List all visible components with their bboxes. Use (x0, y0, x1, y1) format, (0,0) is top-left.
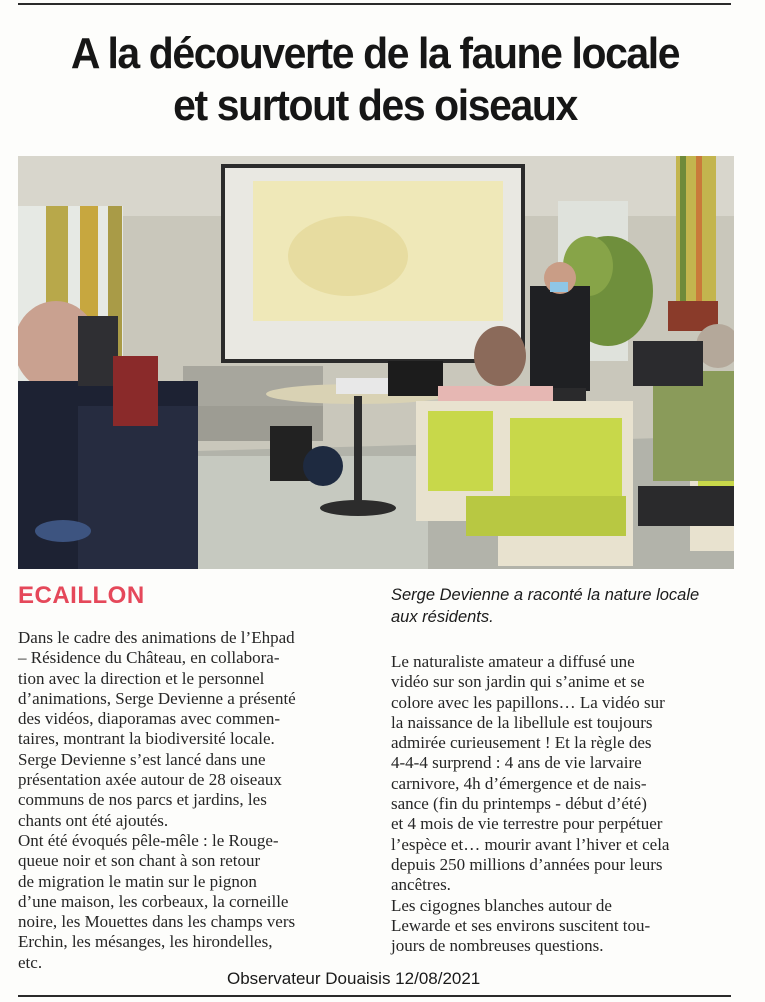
bottom-rule (18, 995, 731, 997)
paragraph: Les cigognes blanches autour de Lewarde et ses environs suscitent tou- jours de nombreuses questions. (391, 895, 651, 956)
article-column-left (18, 628, 354, 973)
article-photo (18, 156, 734, 569)
paragraph: Le naturaliste amateur a diffusé une vidéo sur son jardin qui s’anime et se colore avec les papillons… La vidéo sur la naissance de la libellule est toujours admirée curieusement ! Et la règle des 4-4-4 surprend : 4 ans de vie larvaire carnivore, 4h d’émergence et de nais- sance (fin du printemps - début d’été) et 4 mois de vie terrestre pour perpétuer l’espèce et… mourir avant l’hiver et cela depuis 250 millions d’années pour leurs ancêtres. (391, 652, 670, 895)
headline-line-1: A la découverte de la faune locale (70, 29, 680, 78)
article-headline (36, 28, 715, 132)
article-column-right (391, 652, 736, 956)
headline-line-2: et surtout des oiseaux (173, 81, 577, 130)
paragraph: Ont été évoqués pêle-mêle : le Rouge- queue noir et son chant à son retour de migration le matin sur le pignon d’une maison, les corbeaux, la corneille noire, les Mouettes dans les champs vers Erchin, les mésanges, les hirondelles, etc. (18, 830, 296, 972)
top-rule (18, 3, 731, 5)
source-credit: Observateur Douaisis 12/08/2021 (227, 969, 481, 988)
paragraph: Dans le cadre des animations de l’Ehpad – Résidence du Château, en collabora- tion avec la direction et le personnel d’animations, Serge Devienne a présenté des vidéos, diaporamas avec commen- taires, montrant la biodiversité locale. Serge Devienne s’est lancé dans une présentation axée autour de 28 oiseaux communs de nos parcs et jardins, les chants ont été ajoutés. (18, 628, 296, 830)
photo-caption: Serge Devienne a raconté la nature locale aux résidents. (391, 586, 700, 626)
section-kicker: ECAILLON (18, 582, 145, 609)
